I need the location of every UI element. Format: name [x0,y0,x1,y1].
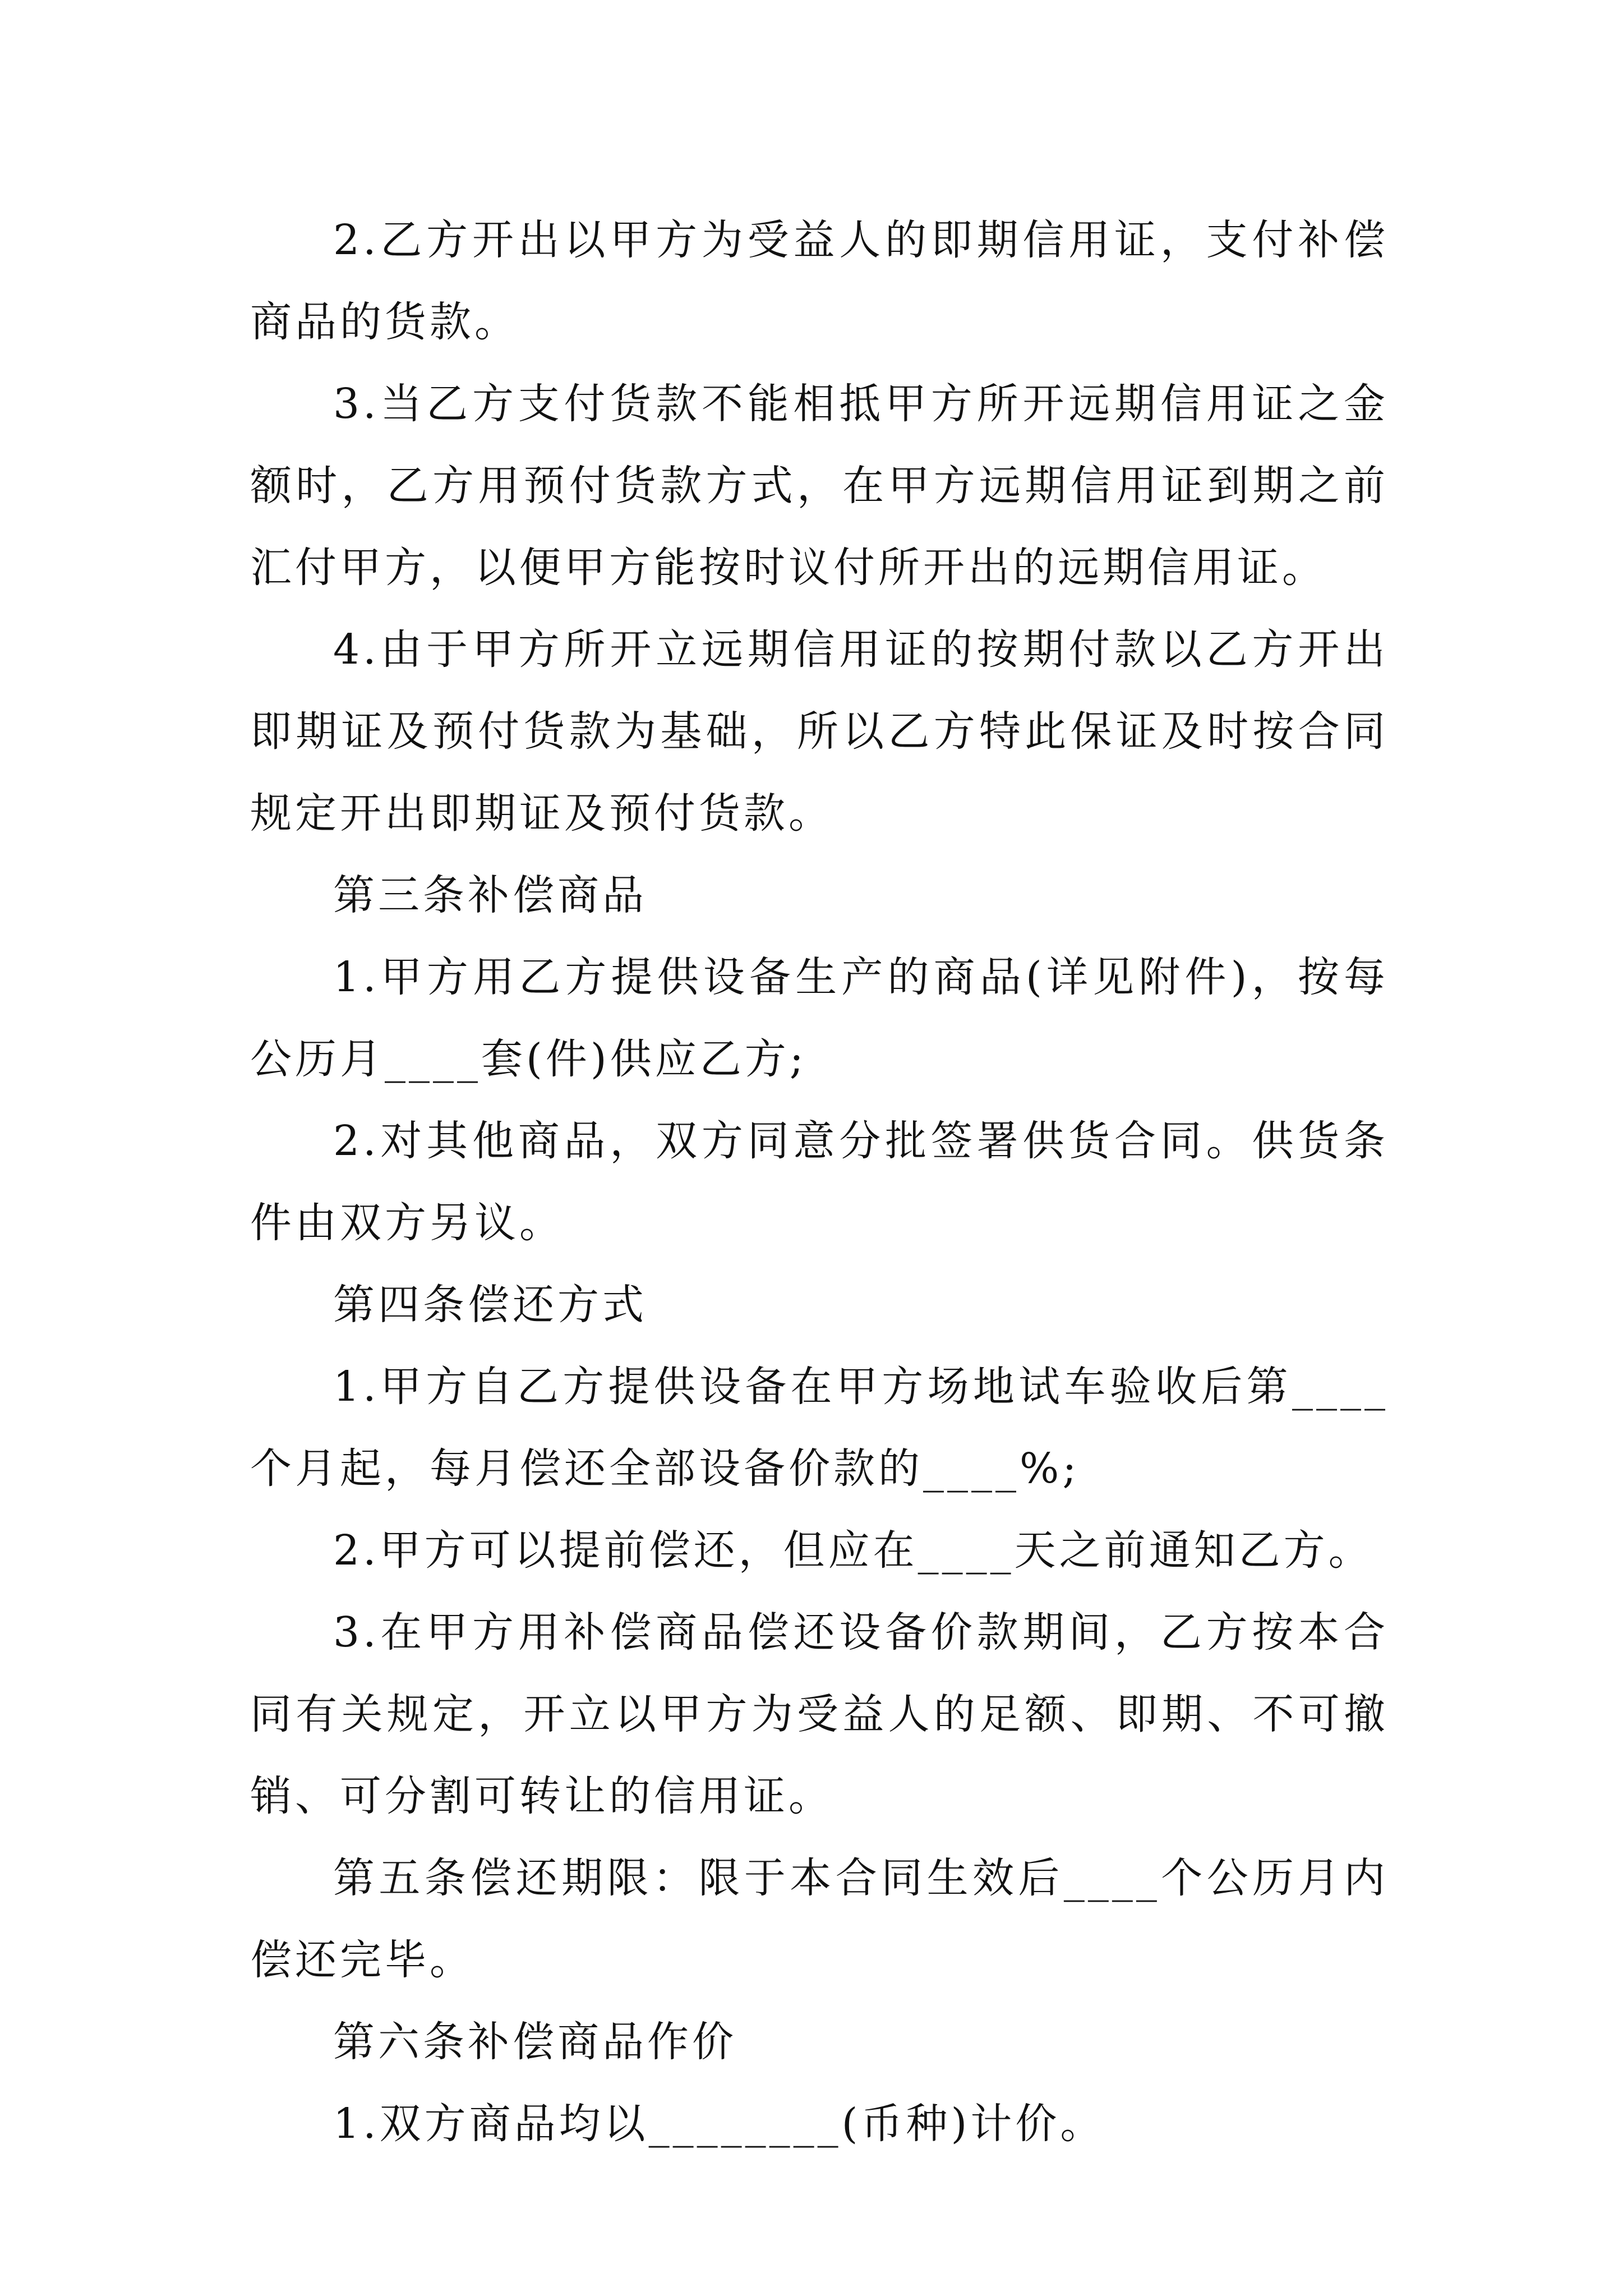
article-5-paragraph: 第五条偿还期限：限于本合同生效后____个公历月内偿还完毕。 [250,1854,1389,1984]
article-4-heading: 第四条偿还方式 [333,1281,647,1329]
paragraph-clause-4-3: 3.在甲方用补偿商品偿还设备价款期间，乙方按本合同有关规定，开立以甲方为受益人的足额、即期、不可撤销、可分割可转让的信用证。 [250,1608,1389,1820]
article-3-heading: 第三条补偿商品 [333,871,647,919]
paragraph-clause-4-1: 1.甲方自乙方提供设备在甲方场地试车验收后第____个月起，每月偿还全部设备价款的____%; [250,1363,1389,1493]
document-body [250,199,1389,2165]
paragraph-clause-2-2: 2.乙方开出以甲方为受益人的即期信用证，支付补偿商品的货款。 [250,216,1389,346]
paragraph-clause-3-2: 2.对其他商品，双方同意分批签署供货合同。供货条件由双方另议。 [250,1117,1389,1247]
paragraph-clause-4-2: 2.甲方可以提前偿还，但应在____天之前通知乙方。 [333,1526,1373,1575]
article-6-heading: 第六条补偿商品作价 [333,2018,737,2066]
paragraph-clause-6-1: 1.双方商品均以________(币种)计价。 [333,2100,1105,2148]
paragraph-clause-3-1: 1.甲方用乙方提供设备生产的商品(详见附件)，按每公历月____套(件)供应乙方; [250,953,1389,1083]
paragraph-clause-2-3: 3.当乙方支付货款不能相抵甲方所开远期信用证之金额时，乙方用预付货款方式，在甲方远期信用证到期之前汇付甲方，以便甲方能按时议付所开出的远期信用证。 [250,380,1389,592]
paragraph-clause-2-4: 4.由于甲方所开立远期信用证的按期付款以乙方开出即期证及预付货款为基础，所以乙方特此保证及时按合同规定开出即期证及预付货款。 [250,625,1389,838]
